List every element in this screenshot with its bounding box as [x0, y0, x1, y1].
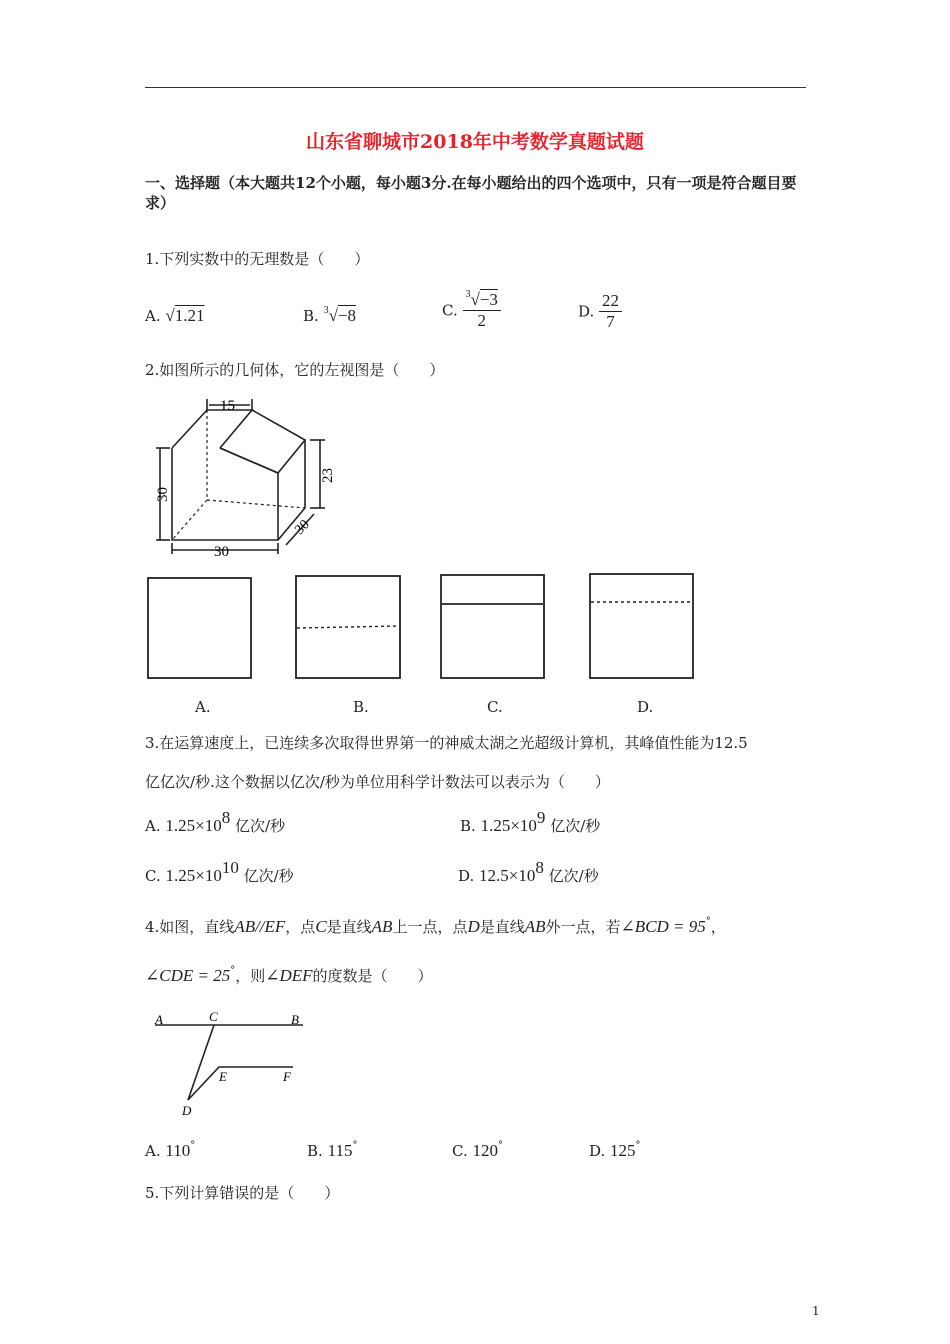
q4-option-d[interactable]: D. 125° — [589, 1140, 641, 1160]
view-c-square — [441, 575, 544, 678]
dim-left: 30 — [155, 487, 171, 502]
q1-option-b[interactable]: B. $^3$√−8 — [303, 305, 357, 325]
q2-option-a[interactable]: A. — [195, 698, 211, 716]
dim-top: 15 — [220, 398, 235, 414]
page-title: 山东省聊城市2018年中考数学真题试题 — [306, 131, 644, 153]
sqrt-expression: √1.21 — [165, 306, 205, 325]
q4-option-b[interactable]: B. 115° — [307, 1140, 358, 1160]
q4-stem-line1: 4.如图，直线AB//EF，点C是直线AB上一点，点D是直线AB外一点，若∠BCD = 95°， — [145, 916, 726, 936]
page-number: 1 — [812, 1304, 820, 1318]
q1-option-d[interactable]: D. $\frac{22}{7}$ — [578, 291, 622, 332]
q2-option-views — [140, 568, 720, 683]
q4-option-a[interactable]: A. 110° — [145, 1140, 196, 1160]
view-a-square — [148, 578, 251, 678]
section-heading: 一、选择题（本大题共12个小题，每小题3分.在每小题给出的四个选项中，只有一项是符合题目要求） — [145, 174, 797, 212]
view-d-square — [590, 574, 693, 678]
svg-text:A: A — [155, 1012, 163, 1027]
q1-option-c[interactable]: C. $\frac{^3√-3}{2}$ — [442, 290, 501, 331]
q3-stem-line1: 3.在运算速度上，已连续多次取得世界第一的神威太湖之光超级计算机，其峰值性能为12.5 — [145, 734, 748, 752]
view-b-dashed-line — [297, 626, 399, 628]
q2-stem: 2.如图所示的几何体，它的左视图是（ ） — [145, 361, 445, 379]
q3-option-b[interactable]: B. $1.25\times 10^9$ 亿次/秒 — [460, 808, 601, 835]
header-rule — [145, 87, 806, 88]
svg-text:C: C — [209, 1009, 218, 1024]
q2-option-c[interactable]: C. — [487, 698, 503, 716]
fraction: $\frac{22}{7}$ — [599, 291, 622, 332]
q5-stem: 5.下列计算错误的是（ ） — [145, 1184, 340, 1202]
segment-cd — [188, 1025, 214, 1100]
view-b-square — [296, 576, 400, 678]
q4-option-c[interactable]: C. 120° — [452, 1140, 503, 1160]
q3-option-c[interactable]: C. $1.25\times 10^{10}$ 亿次/秒 — [145, 858, 294, 885]
svg-text:E: E — [219, 1069, 227, 1084]
svg-text:D: D — [182, 1103, 192, 1118]
dim-depth: 30 — [292, 517, 313, 538]
q2-option-d[interactable]: D. — [637, 698, 654, 716]
segment-def — [188, 1067, 293, 1100]
solid-figure — [150, 390, 350, 560]
q3-option-d[interactable]: D. $12.5\times 10^8$ 亿次/秒 — [458, 858, 599, 885]
fraction: $\frac{^3√-3}{2}$ — [463, 290, 501, 331]
q4-stem-line2: ∠CDE = 25°，则∠DEF的度数是（ ） — [145, 965, 433, 985]
q1-option-a[interactable]: A. √1.21 — [145, 306, 205, 325]
dim-bottom: 30 — [214, 544, 229, 560]
q4-figure — [145, 1005, 315, 1120]
dim-right: 23 — [320, 468, 336, 483]
svg-text:B: B — [291, 1012, 299, 1027]
q3-stem-line2: 亿亿次/秒.这个数据以亿次/秒为单位用科学计数法可以表示为（ ） — [145, 773, 610, 791]
q2-option-b[interactable]: B. — [353, 698, 369, 716]
svg-text:F: F — [283, 1069, 291, 1084]
q3-option-a[interactable]: A. $1.25\times 10^8$ 亿次/秒 — [145, 808, 286, 835]
q1-stem: 1.下列实数中的无理数是（ ） — [145, 250, 370, 268]
cube-root-expression: $^3$√−8 — [323, 305, 357, 325]
